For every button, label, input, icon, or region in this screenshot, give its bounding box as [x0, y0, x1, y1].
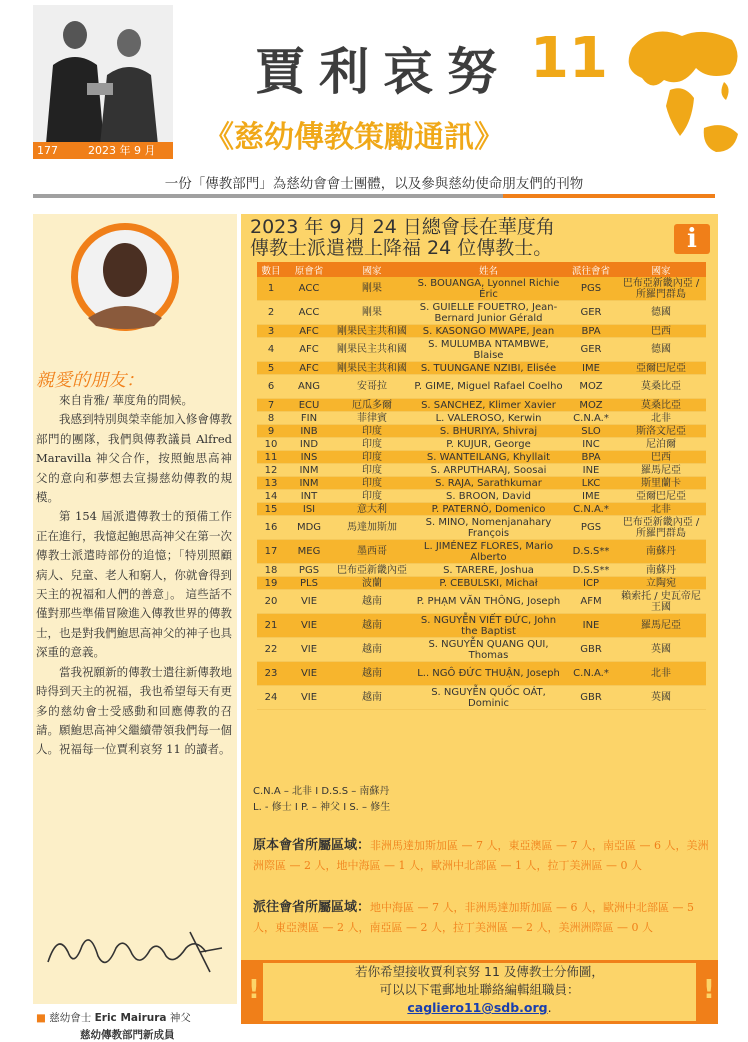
cell-name: S. MULUMBA NTAMBWE, Blaise [411, 338, 566, 362]
table-row [257, 686, 706, 710]
cell-name: S. BHURIYA, Shivraj [411, 425, 566, 438]
cell-dest-country: 尼泊爾 [616, 438, 706, 451]
headline-line-1: 2023 年 9 月 24 日總會長在華度角 [250, 216, 555, 238]
masthead-title: 賈利哀努 [255, 42, 511, 101]
cell-number: 4 [257, 338, 285, 362]
cell-number: 17 [257, 540, 285, 564]
cell-number: 3 [257, 325, 285, 338]
cell-name: S. MINO, Nomenjanahary François [411, 516, 566, 540]
handwritten-signature [40, 922, 230, 982]
cell-dest-province: INC [566, 438, 616, 451]
cell-name: S. GUIELLE FOUETRO, Jean-Bernard Junior Gérald [411, 301, 566, 325]
issue-number: 177 [37, 144, 58, 157]
cell-dest-province: SLO [566, 425, 616, 438]
cell-origin-country: 馬達加斯加 [333, 516, 411, 540]
cell-dest-province: MOZ [566, 399, 616, 412]
contact-message [263, 963, 696, 1021]
cell-origin-country: 印度 [333, 490, 411, 503]
cell-number: 20 [257, 590, 285, 614]
cell-origin-province: ECU [285, 399, 333, 412]
cell-number: 22 [257, 638, 285, 662]
cell-dest-province: MOZ [566, 375, 616, 399]
cell-origin-province: PGS [285, 564, 333, 577]
cell-origin-province: VIE [285, 638, 333, 662]
cell-name: S. KASONGO MWAPE, Jean [411, 325, 566, 338]
cell-origin-province: INM [285, 477, 333, 490]
cell-dest-province: IME [566, 362, 616, 375]
table-row [257, 277, 706, 301]
cell-number: 24 [257, 686, 285, 710]
letter-paragraph: 當我祝願新的傳教士遣往新傳教地時得到天主的祝福，我也希望每天有更多的慈幼會士受感動和回應傳教的召請。願鮑思高神父繼續帶領我們每一個人。祝福每一位賈利哀努 11 的讀者。 [36, 664, 232, 757]
tagline: 一份「傳教部門」為慈幼會會士團體，以及參與慈幼使命朋友們的刊物 [164, 176, 584, 192]
cell-origin-province: INS [285, 451, 333, 464]
table-row [257, 516, 706, 540]
table-row [257, 662, 706, 686]
letter-greeting: 親愛的朋友： [36, 370, 144, 391]
cell-name: L. VALEROSO, Kerwin [411, 412, 566, 425]
cell-dest-province: BPA [566, 451, 616, 464]
cell-number: 14 [257, 490, 285, 503]
table-row [257, 490, 706, 503]
cell-number: 15 [257, 503, 285, 516]
cell-origin-province: ISI [285, 503, 333, 516]
cell-name: S. ARPUTHARAJ, Soosai [411, 464, 566, 477]
exclamation-icon: ! [703, 975, 715, 1005]
cell-dest-country: 巴布亞新畿內亞 / 所羅門群島 [616, 516, 706, 540]
contact-email-link[interactable]: cagliero11@sdb.org [407, 1000, 548, 1015]
origin-regions-label: 原本會省所屬區域： [253, 838, 371, 853]
masthead-number: 11 [530, 26, 608, 91]
founders-photo [33, 5, 173, 155]
col-header-origin-province: 原會省 [285, 262, 333, 277]
cell-dest-country: 南蘇丹 [616, 564, 706, 577]
cell-dest-country: 巴西 [616, 451, 706, 464]
cell-dest-province: GER [566, 301, 616, 325]
cell-number: 12 [257, 464, 285, 477]
table-row [257, 301, 706, 325]
cell-origin-province: VIE [285, 590, 333, 614]
cell-origin-country: 波蘭 [333, 577, 411, 590]
letter-paragraph: 來自肯雅/ 華度角的問候。 [59, 393, 194, 407]
cell-name: S. WANTEILANG, Khyllait [411, 451, 566, 464]
cell-dest-province: C.N.A.* [566, 662, 616, 686]
cell-name: S. NGUYỄN QUANG QUI, Thomas [411, 638, 566, 662]
cell-origin-country: 巴布亞新畿內亞 [333, 564, 411, 577]
header-rule-accent [503, 194, 715, 198]
cell-number: 11 [257, 451, 285, 464]
cell-origin-province: VIE [285, 686, 333, 710]
exclamation-icon: ! [248, 975, 260, 1005]
cell-origin-country: 越南 [333, 590, 411, 614]
cell-number: 16 [257, 516, 285, 540]
headline-line-2: 傳教士派遣禮上降福 24 位傳教士。 [250, 237, 553, 259]
signature-suffix: 神父 [169, 1012, 191, 1024]
missionary-table [257, 262, 706, 710]
table-row [257, 438, 706, 451]
cell-name: L.. NGÔ ĐỨC THUẬN, Joseph [411, 662, 566, 686]
cell-name: P. KUJUR, George [411, 438, 566, 451]
legend-line-2: L. - 修士 I P. – 神父 I S. – 修生 [253, 802, 391, 813]
signature-name: Eric Mairura [94, 1012, 167, 1024]
cell-dest-country: 德國 [616, 338, 706, 362]
cell-origin-country: 越南 [333, 614, 411, 638]
cell-dest-province: D.S.S** [566, 540, 616, 564]
legend-line-1: C.N.A – 北非 I D.S.S – 南蘇丹 [253, 786, 390, 797]
cell-origin-province: INT [285, 490, 333, 503]
cell-dest-province: INE [566, 464, 616, 477]
cell-number: 19 [257, 577, 285, 590]
contact-email-line [263, 999, 696, 1017]
cell-origin-country: 印度 [333, 425, 411, 438]
cell-origin-country: 菲律賓 [333, 412, 411, 425]
cell-name: P. PHẠM VĂN THÔNG, Joseph [411, 590, 566, 614]
col-header-name: 姓名 [411, 262, 566, 277]
table-row [257, 375, 706, 399]
cell-name: S. BROON, David [411, 490, 566, 503]
origin-regions-text: 非洲馬達加斯加區 — 7 人，東亞澳區 — 7 人，南亞區 — 6 人，美洲洲際區 — 2 人，地中海區 — 1 人，歐洲中北部區 — 1 人，拉丁美洲區 — 0 人 [253, 839, 709, 872]
col-header-dest-country: 國家 [616, 262, 706, 277]
cell-origin-province: ANG [285, 375, 333, 399]
table-row [257, 412, 706, 425]
cell-number: 9 [257, 425, 285, 438]
table-row [257, 425, 706, 438]
cell-dest-province: D.S.S** [566, 564, 616, 577]
signature-prefix: 慈幼會士 [49, 1012, 92, 1024]
issue-bar [33, 142, 173, 159]
table-row [257, 362, 706, 375]
cell-origin-country: 剛果民主共和國 [333, 325, 411, 338]
cell-dest-country: 北非 [616, 662, 706, 686]
cell-dest-province: IME [566, 490, 616, 503]
cell-origin-province: INM [285, 464, 333, 477]
cell-dest-country: 巴布亞新畿內亞 / 所羅門群島 [616, 277, 706, 301]
cell-name: P. CEBULSKI, Michał [411, 577, 566, 590]
cell-number: 1 [257, 277, 285, 301]
destination-regions-label: 派往會省所屬區域： [253, 900, 371, 915]
cell-origin-country: 剛果 [333, 277, 411, 301]
cell-origin-country: 印度 [333, 451, 411, 464]
table-row [257, 477, 706, 490]
cell-number: 23 [257, 662, 285, 686]
table-row [257, 638, 706, 662]
cell-origin-province: FIN [285, 412, 333, 425]
cell-dest-country: 北非 [616, 503, 706, 516]
cell-origin-province: VIE [285, 662, 333, 686]
cell-dest-province: LKC [566, 477, 616, 490]
col-header-number: 數目 [257, 262, 285, 277]
table-header-row [257, 262, 706, 277]
cell-origin-country: 印度 [333, 464, 411, 477]
cell-dest-country: 羅馬尼亞 [616, 614, 706, 638]
cell-name: P. GIME, Miguel Rafael Coelho [411, 375, 566, 399]
cell-dest-province: AFM [566, 590, 616, 614]
signature-line [36, 1010, 191, 1025]
cell-dest-country: 賴索托 / 史瓦帝尼王國 [616, 590, 706, 614]
table-row [257, 464, 706, 477]
table-row [257, 564, 706, 577]
author-portrait [70, 218, 180, 336]
cell-origin-country: 安哥拉 [333, 375, 411, 399]
cell-dest-province: BPA [566, 325, 616, 338]
destination-regions-text: 地中海區 — 7 人，非洲馬達加斯加區 — 6 人，歐洲中北部區 — 5 人，東亞澳區 — 2 人，南亞區 — 2 人，拉丁美洲區 — 2 人，美洲洲際區 — 0 人 [253, 901, 694, 934]
cell-number: 8 [257, 412, 285, 425]
contact-email-suffix: . [547, 1000, 552, 1015]
contact-line-1: 若你希望接收賈利哀努 11 及傳教士分佈圖， [355, 964, 604, 979]
col-header-origin-country: 國家 [333, 262, 411, 277]
cell-number: 18 [257, 564, 285, 577]
issue-date: 2023 年 9 月 [88, 144, 156, 157]
cell-origin-country: 越南 [333, 638, 411, 662]
letter-body [36, 391, 232, 760]
cell-origin-province: AFC [285, 325, 333, 338]
cell-name: S. TUUNGANE NZIBI, Elisée [411, 362, 566, 375]
cell-dest-province: ICP [566, 577, 616, 590]
panel-headline [250, 217, 660, 259]
destination-regions [253, 898, 713, 938]
cell-dest-country: 英國 [616, 686, 706, 710]
cell-dest-province: PGS [566, 277, 616, 301]
cell-origin-province: ACC [285, 301, 333, 325]
cell-dest-country: 立陶宛 [616, 577, 706, 590]
cell-origin-province: INB [285, 425, 333, 438]
abbreviation-legend [253, 784, 390, 816]
cell-number: 7 [257, 399, 285, 412]
cell-dest-country: 北非 [616, 412, 706, 425]
cell-dest-country: 羅馬尼亞 [616, 464, 706, 477]
cell-origin-province: AFC [285, 362, 333, 375]
cell-origin-country: 意大利 [333, 503, 411, 516]
cell-origin-province: MDG [285, 516, 333, 540]
subtitle: 《慈幼傳教策勵通訊》 [204, 120, 504, 155]
table-row [257, 577, 706, 590]
info-icon: i [674, 224, 710, 254]
origin-regions [253, 836, 713, 876]
cell-number: 10 [257, 438, 285, 451]
cell-dest-province: GBR [566, 686, 616, 710]
cell-name: S. BOUANGA, Lyonnel Richie Éric [411, 277, 566, 301]
cell-name: S. NGUYỄN QUỐC OÁT, Dominic [411, 686, 566, 710]
cell-dest-province: GBR [566, 638, 616, 662]
table-row [257, 503, 706, 516]
letter-paragraph: 第 154 屆派遣傳教士的預備工作正在進行，我憶起鮑思高神父在第一次傳教士派遣時部份的追憶；「特別照顧病人、兒童、老人和窮人，你就會得到天主的祝福和人們的善意」。 這些話不僅對那些準備冒險進入傳教世界的傳教士，也是對我們鮑思高神父的神子也具深重的意義。 [36, 509, 232, 660]
cell-number: 5 [257, 362, 285, 375]
cell-name: P. PATERNÒ, Domenico [411, 503, 566, 516]
cell-number: 2 [257, 301, 285, 325]
header-rule [33, 194, 503, 198]
cell-origin-country: 剛果民主共和國 [333, 362, 411, 375]
cell-dest-country: 亞爾巴尼亞 [616, 490, 706, 503]
table-row [257, 540, 706, 564]
cell-origin-country: 剛果民主共和國 [333, 338, 411, 362]
world-map-graphic [612, 18, 748, 178]
cell-name: S. NGUYỄN VIẾT ĐỨC, John the Baptist [411, 614, 566, 638]
cell-dest-province: PGS [566, 516, 616, 540]
contact-line-2: 可以以下電郵地址聯絡編輯組職員： [379, 982, 580, 997]
cell-origin-country: 越南 [333, 686, 411, 710]
signature-role: 慈幼傳教部門新成員 [80, 1029, 175, 1041]
cell-dest-country: 斯里蘭卡 [616, 477, 706, 490]
table-row [257, 399, 706, 412]
cell-origin-province: PLS [285, 577, 333, 590]
cell-origin-country: 越南 [333, 662, 411, 686]
cell-number: 13 [257, 477, 285, 490]
cell-name: L. JIMÉNEZ FLORES, Mario Alberto [411, 540, 566, 564]
col-header-dest-province: 派往會省 [566, 262, 616, 277]
cell-name: S. RAJA, Sarathkumar [411, 477, 566, 490]
cell-origin-province: ACC [285, 277, 333, 301]
cell-origin-country: 厄瓜多爾 [333, 399, 411, 412]
cell-origin-country: 印度 [333, 477, 411, 490]
table-row [257, 325, 706, 338]
cell-name: S. TARERE, Joshua [411, 564, 566, 577]
cell-dest-province: C.N.A.* [566, 412, 616, 425]
cell-dest-country: 莫桑比亞 [616, 375, 706, 399]
cell-origin-country: 印度 [333, 438, 411, 451]
cell-origin-country: 剛果 [333, 301, 411, 325]
cell-dest-province: GER [566, 338, 616, 362]
cell-origin-country: 墨西哥 [333, 540, 411, 564]
cell-number: 21 [257, 614, 285, 638]
cell-number: 6 [257, 375, 285, 399]
cell-dest-country: 莫桑比亞 [616, 399, 706, 412]
cell-origin-province: VIE [285, 614, 333, 638]
table-row [257, 590, 706, 614]
cell-dest-country: 斯洛文尼亞 [616, 425, 706, 438]
cell-origin-province: AFC [285, 338, 333, 362]
table-row [257, 338, 706, 362]
bullet-square-icon: ■ [36, 1012, 46, 1024]
cell-dest-province: C.N.A.* [566, 503, 616, 516]
cell-dest-province: INE [566, 614, 616, 638]
cell-dest-country: 南蘇丹 [616, 540, 706, 564]
cell-dest-country: 巴西 [616, 325, 706, 338]
table-row [257, 451, 706, 464]
cell-dest-country: 英國 [616, 638, 706, 662]
table-row [257, 614, 706, 638]
cell-dest-country: 亞爾巴尼亞 [616, 362, 706, 375]
cell-origin-province: MEG [285, 540, 333, 564]
cell-origin-province: IND [285, 438, 333, 451]
letter-paragraph: 我感到特別與榮幸能加入修會傳教部門的團隊，我們與傳教議員 Alfred Maravilla 神父合作，按照鮑思高神父的意向和夢想去宣揚慈幼傳教的規模。 [36, 412, 232, 505]
cell-dest-country: 德國 [616, 301, 706, 325]
cell-name: S. SANCHEZ, Klimer Xavier [411, 399, 566, 412]
